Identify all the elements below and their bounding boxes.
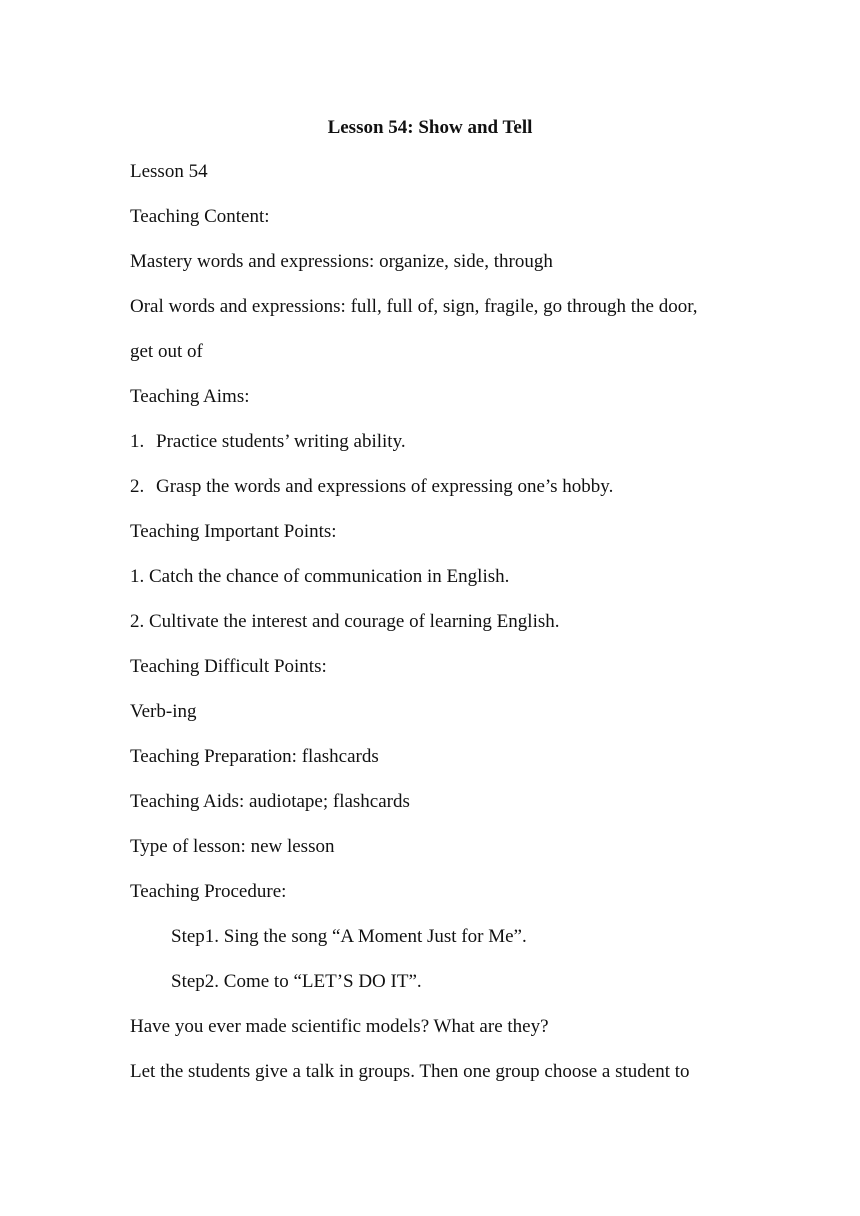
instruction-line: Let the students give a talk in groups. Then one group choose a student to [130, 1061, 690, 1082]
oral-words-continued: get out of [130, 341, 203, 362]
aim-item [130, 430, 750, 475]
procedure-step-2: Step2. Come to “LET’S DO IT”. [171, 971, 422, 992]
aim-number: 2. [130, 476, 145, 497]
aim-number: 1. [130, 431, 145, 452]
teaching-aids: Teaching Aids: audiotape; flashcards [130, 791, 410, 812]
difficult-point: Verb-ing [130, 701, 197, 722]
teaching-content-heading: Teaching Content: [130, 206, 270, 227]
important-points-heading: Teaching Important Points: [130, 521, 337, 542]
important-point-1: 1. Catch the chance of communication in English. [130, 566, 510, 587]
lesson-title: Lesson 54: Show and Tell [327, 117, 533, 138]
teaching-procedure-heading: Teaching Procedure: [130, 881, 287, 902]
document-body [130, 160, 750, 1105]
procedure-step-1: Step1. Sing the song “A Moment Just for Me”. [171, 926, 527, 947]
lesson-number: Lesson 54 [130, 161, 208, 182]
mastery-words: Mastery words and expressions: organize, side, through [130, 251, 553, 272]
aim-text: Grasp the words and expressions of expressing one’s hobby. [156, 476, 614, 497]
oral-words: Oral words and expressions: full, full of, sign, fragile, go through the door, [130, 296, 698, 317]
aim-text: Practice students’ writing ability. [156, 431, 406, 452]
important-point-2: 2. Cultivate the interest and courage of learning English. [130, 611, 560, 632]
difficult-points-heading: Teaching Difficult Points: [130, 656, 327, 677]
teaching-aims-heading: Teaching Aims: [130, 386, 250, 407]
aim-item [130, 475, 750, 520]
teaching-preparation: Teaching Preparation: flashcards [130, 746, 379, 767]
lesson-type: Type of lesson: new lesson [130, 836, 335, 857]
question-line: Have you ever made scientific models? What are they? [130, 1016, 549, 1037]
